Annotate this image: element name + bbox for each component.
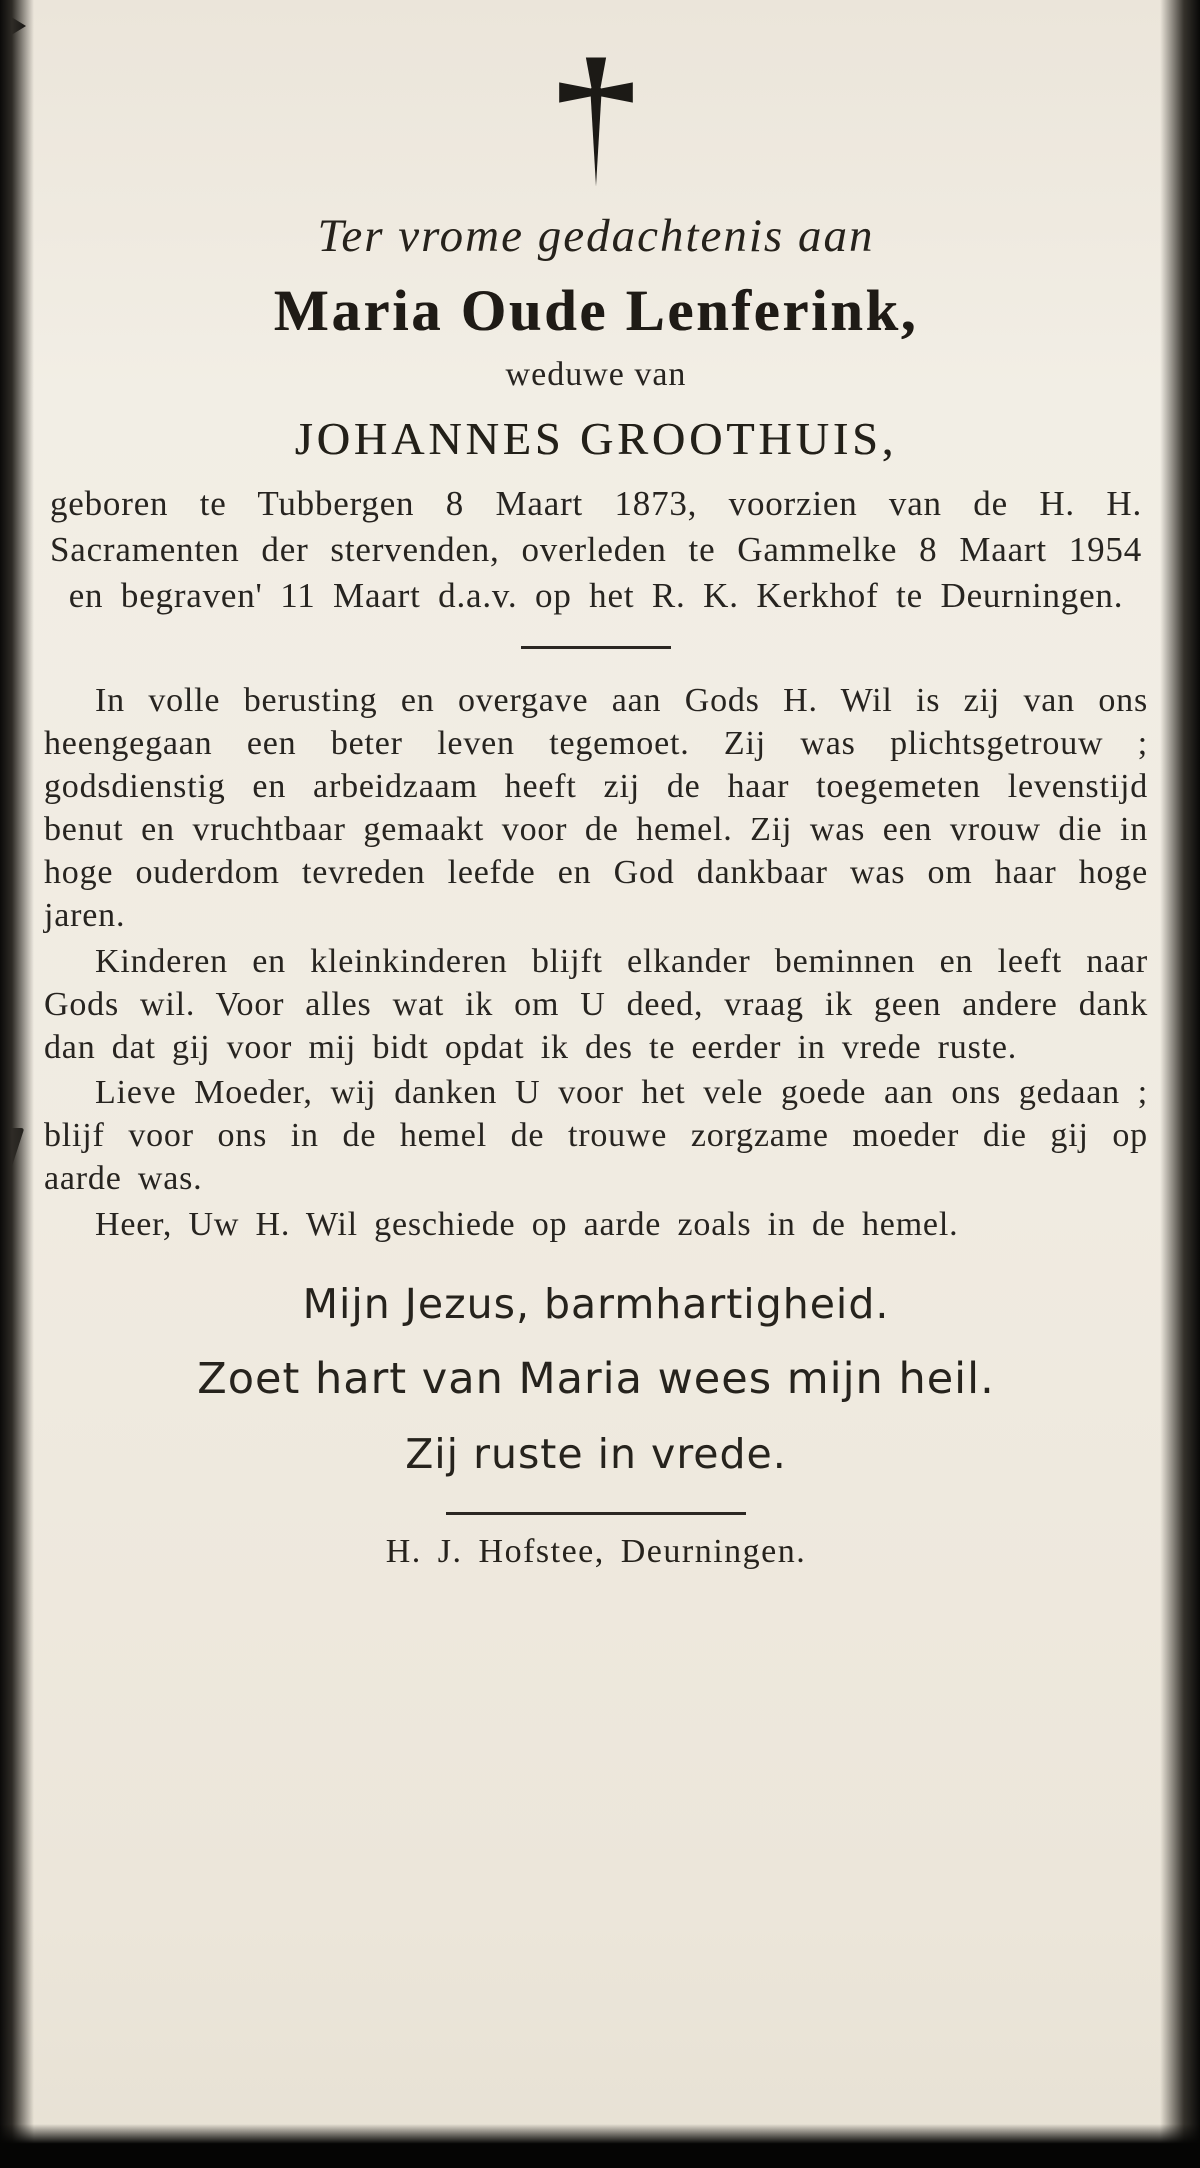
memorial-intro: Ter vrome gedachtenis aan — [317, 210, 875, 262]
printer-credit: H. J. Hofstee, Deurningen. — [385, 1532, 807, 1570]
deceased-name: Maria Oude Lenferink, — [273, 278, 919, 343]
prayer-lines — [44, 1280, 1148, 1478]
memorial-body — [44, 679, 1148, 1246]
divider-bottom — [446, 1512, 746, 1515]
prayer-line-1: Mijn Jezus, barmhartigheid. — [302, 1279, 890, 1328]
life-summary: geboren te Tubbergen 8 Maart 1873, voorzien van de H. H. Sacramenten der stervenden, overleden te Gammelke 8 Maart 1954 en begraven' 11 Maart d.a.v. op het R. K. Kerkhof te Deurningen. — [50, 484, 1142, 616]
scan-edge-left — [0, 0, 34, 2168]
relation-label: weduwe van — [505, 356, 687, 393]
spouse-name: JOHANNES GROOTHUIS, — [294, 413, 898, 464]
scan-edge-bottom — [0, 2124, 1200, 2168]
cross-icon — [44, 52, 1148, 195]
scan-edge-right — [1160, 0, 1200, 2168]
memorial-paragraph-1: In volle berusting en overgave aan Gods H. Wil is zij van ons heengegaan een beter leven tegemoet. Zij was plichtsgetrouw ; godsdienstig en arbeidzaam heeft zij de haar toegemeten levenstijd benut en vruchtbaar gemaakt voor de hemel. Zij was een vrouw die in hoge ouderdom tevreden leefde en God dankbaar was om haar hoge jaren. — [44, 681, 1148, 935]
prayer-line-2: Zoet hart van Maria wees mijn heil. — [197, 1353, 995, 1404]
memorial-paragraph-4: Heer, Uw H. Wil geschiede op aarde zoals in de hemel. — [95, 1205, 959, 1243]
prayer-line-3: Zij ruste in vrede. — [405, 1429, 787, 1478]
memorial-paragraph-2: Kinderen en kleinkinderen blijft elkander beminnen en leeft naar Gods wil. Voor alles wat ik om U deed, vraag ik geen andere dank dan dat gij voor mij bidt opdat ik des te eerder in vrede ruste. — [44, 942, 1148, 1066]
divider-top — [521, 646, 671, 649]
memorial-paragraph-3: Lieve Moeder, wij danken U voor het vele goede aan ons gedaan ; blijf voor ons in de hemel de trouwe zorgzame moeder die gij op aarde was. — [44, 1074, 1148, 1198]
